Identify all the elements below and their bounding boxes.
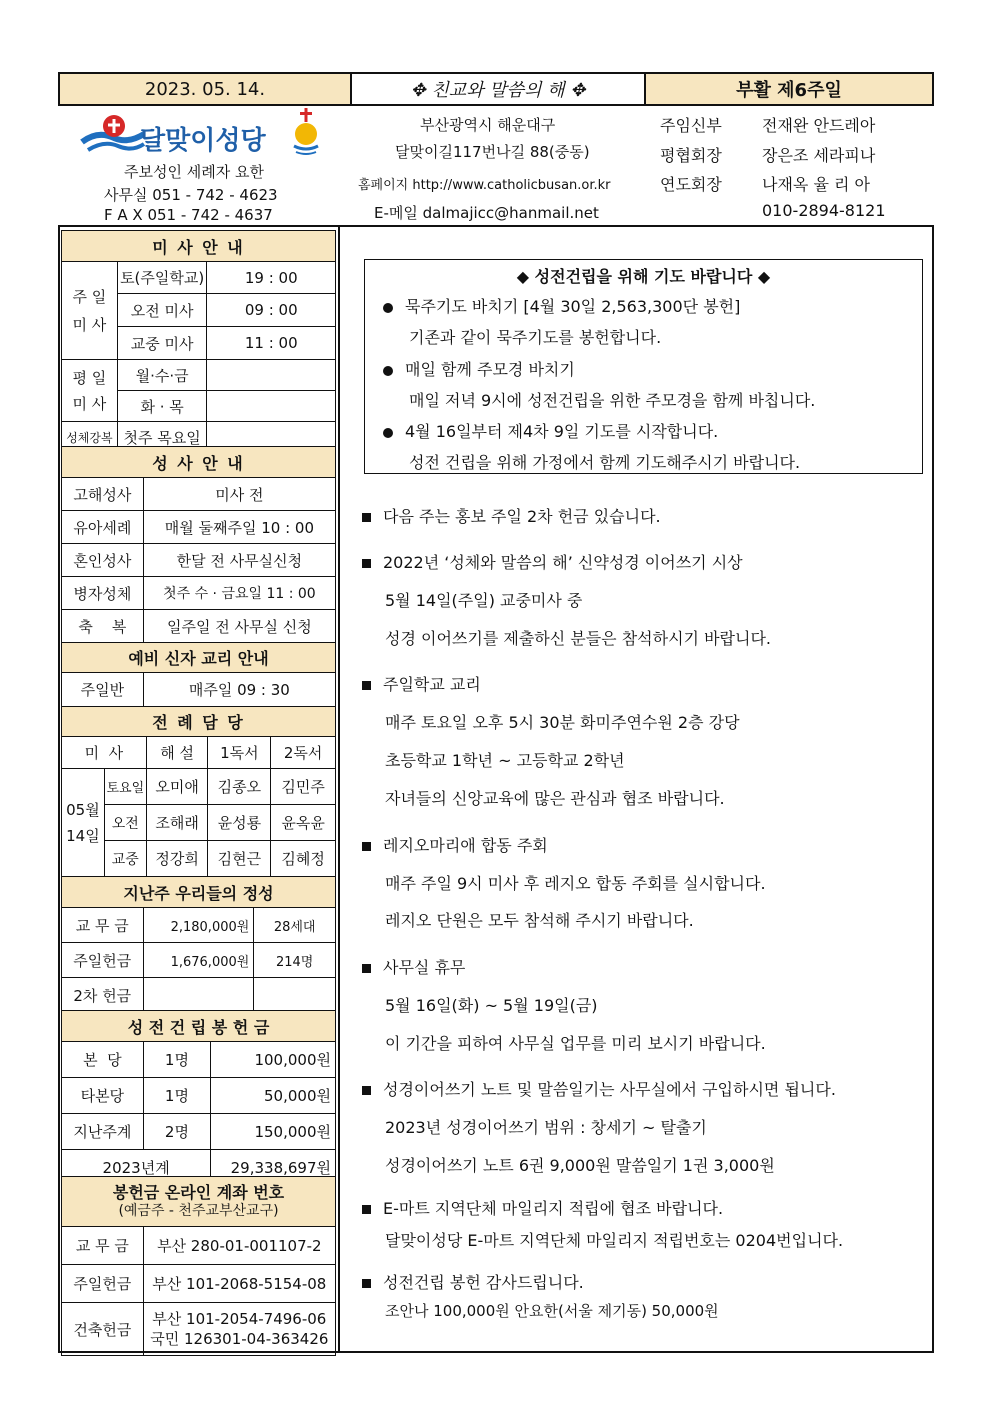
mass-schedule-table — [61, 230, 336, 453]
building-year-total: 29,338,697원 — [211, 1150, 336, 1186]
liturgy-reading1: 김종오 — [208, 769, 271, 805]
account-number: 국민 126301-04-363426 — [150, 1330, 329, 1348]
announcement-line: 자녀들의 신앙교육에 많은 관심과 협조 바랍니다. — [385, 789, 725, 808]
announcement-line: 5월 14일(주일) 교중미사 중 — [385, 591, 583, 610]
square-bullet-icon — [362, 1205, 371, 1214]
liturgy-table — [61, 706, 336, 877]
sunday-mass-name: 교중 미사 — [117, 327, 207, 360]
offering-key: 주일헌금 — [62, 943, 144, 978]
announcement-item — [362, 1077, 836, 1100]
announcement-line: 2023년 성경이어쓰기 범위 : 창세기 ~ 탈출기 — [385, 1118, 707, 1137]
offering-key: 2차 헌금 — [62, 978, 144, 1013]
prayer-item — [383, 419, 718, 442]
announcement-line: 5월 16일(화) ~ 5월 19일(금) — [385, 996, 598, 1015]
offering-title: 지난주 우리들의 정성 — [62, 877, 336, 908]
accounts-title — [62, 1177, 336, 1227]
prayer-item-detail: 매일 저녁 9시에 성전건립을 위한 주모경을 함께 바칩니다. — [409, 391, 816, 410]
offering-amount: 2,180,000원 — [143, 908, 254, 943]
sacrament-key: 유아세례 — [62, 511, 144, 544]
liturgy-reading2: 김민주 — [271, 769, 336, 805]
building-people: 1명 — [143, 1078, 211, 1114]
sunday-mass-time: 11 : 00 — [207, 327, 336, 360]
liturgy-header: 해 설 — [146, 737, 208, 769]
sacrament-key: 고해성사 — [62, 478, 144, 511]
building-title: 성 전 건 립 봉 헌 금 — [62, 1011, 336, 1042]
liturgy-header: 1독서 — [208, 737, 271, 769]
announcement-line: 조안나 100,000원 안요한(서울 제기동) 50,000원 — [385, 1302, 719, 1320]
accounts-subtitle: (예금주 - 천주교부산교구) — [118, 1202, 279, 1219]
sunday-mass-label: 주 일 미 사 — [62, 262, 118, 360]
catechumen-title: 예비 신자 교리 안내 — [62, 643, 336, 673]
weekday-mass-time — [207, 360, 336, 391]
staff-name-1: 전재완 안드레아 — [762, 116, 876, 135]
sacrament-key: 축 복 — [62, 610, 144, 643]
liturgy-reading2: 김혜정 — [271, 841, 336, 877]
moon-cross-icon — [286, 108, 326, 156]
square-bullet-icon — [362, 1279, 371, 1288]
bullet-icon — [383, 303, 393, 313]
building-key: 본 당 — [62, 1042, 144, 1078]
mass-title: 미 사 안 내 — [62, 231, 336, 262]
liturgy-reading1: 윤성룡 — [208, 805, 271, 841]
accounts-title-text: 봉헌금 온라인 계좌 번호 — [112, 1182, 285, 1202]
offering-count — [254, 978, 336, 1013]
prayer-item-detail: 기존과 같이 묵주기도를 봉헌합니다. — [409, 328, 662, 347]
announcement-head: E-마트 지역단체 마일리지 적립에 협조 바랍니다. — [383, 1199, 724, 1218]
liturgy-title: 전 례 담 당 — [62, 707, 336, 737]
prayer-item — [383, 357, 575, 380]
account-key: 건축헌금 — [62, 1303, 144, 1356]
address-line-2: 달맞이길117번나길 88(중동) — [395, 143, 590, 161]
announcement-line: 매주 토요일 오후 5시 30분 화미주연수원 2층 강당 — [385, 713, 740, 732]
staff-name-2: 장은조 세라피나 — [762, 146, 876, 165]
patron-saint: 주보성인 세례자 요한 — [124, 163, 264, 181]
building-key: 타본당 — [62, 1078, 144, 1114]
weekday-mass-name: 화 · 목 — [117, 391, 207, 422]
announcement-item — [362, 1270, 584, 1293]
announcement-item — [362, 550, 743, 573]
sunday-mass-time: 19 : 00 — [207, 262, 336, 294]
prayer-title: ◆ 성전건립을 위해 기도 바랍니다 ◆ — [516, 267, 771, 286]
announcement-line: 성경이어쓰기 노트 6권 9,000원 말씀일기 1권 3,000원 — [385, 1156, 775, 1175]
parish-logo — [78, 112, 328, 162]
sacrament-value: 첫주 수 · 금요일 11 : 00 — [143, 577, 335, 610]
homepage-link[interactable]: 홈페이지 http://www.catholicbusan.or.kr — [358, 178, 611, 193]
announcement-head: 사무실 휴무 — [383, 958, 466, 977]
staff-role-2: 평협회장 — [660, 146, 722, 165]
announcement-item — [362, 1196, 723, 1219]
staff-name-3: 나재옥 율 리 아 — [762, 175, 870, 194]
adoration-value: 첫주 목요일 — [117, 422, 207, 453]
account-key: 주일헌금 — [62, 1265, 144, 1303]
weekday-mass-time — [207, 391, 336, 422]
sacrament-title: 성 사 안 내 — [62, 447, 336, 478]
offering-count: 28세대 — [254, 908, 336, 943]
building-amount: 100,000원 — [211, 1042, 336, 1078]
sunday-mass-name: 토(주일학교) — [117, 262, 207, 294]
announcement-item — [362, 504, 661, 527]
sacrament-value: 한달 전 사무실신청 — [143, 544, 335, 577]
prayer-item-head: 매일 함께 주모경 바치기 — [405, 360, 575, 379]
email-link[interactable]: E-메일 dalmajicc@hanmail.net — [374, 204, 599, 222]
parish-name: 달맞이성당 — [140, 126, 266, 156]
liturgy-mass: 교중 — [104, 841, 146, 877]
staff-role-1: 주임신부 — [660, 116, 722, 135]
offering-table — [61, 876, 336, 1013]
sacrament-key: 혼인성사 — [62, 544, 144, 577]
address-line-1: 부산광역시 해운대구 — [420, 116, 556, 134]
liturgical-season: 부활 제6주일 — [644, 74, 932, 104]
staff-phone: 010-2894-8121 — [762, 201, 886, 220]
prayer-item-detail: 성전 건립을 위해 가정에서 함께 기도해주시기 바랍니다. — [409, 453, 801, 472]
sunday-mass-name: 오전 미사 — [117, 294, 207, 327]
square-bullet-icon — [362, 513, 371, 522]
building-amount: 150,000원 — [211, 1114, 336, 1150]
office-phone: 사무실 051 - 742 - 4623 — [104, 186, 278, 204]
offering-count: 214명 — [254, 943, 336, 978]
square-bullet-icon — [362, 1086, 371, 1095]
announcement-item — [362, 955, 465, 978]
bullet-icon — [383, 428, 393, 438]
announcement-item — [362, 833, 548, 856]
offering-key: 교 무 금 — [62, 908, 144, 943]
sacrament-table — [61, 446, 336, 643]
liturgy-date: 05월 14일 — [62, 769, 105, 877]
account-key: 교 무 금 — [62, 1227, 144, 1265]
prayer-item — [383, 294, 740, 317]
header-bar — [58, 72, 934, 106]
bullet-icon — [383, 366, 393, 376]
sacrament-value: 매월 둘째주일 10 : 00 — [143, 511, 335, 544]
square-bullet-icon — [362, 964, 371, 973]
sunday-mass-time: 09 : 00 — [207, 294, 336, 327]
building-people: 1명 — [143, 1042, 211, 1078]
square-bullet-icon — [362, 681, 371, 690]
liturgy-reading1: 김현근 — [208, 841, 271, 877]
wave-cross-icon — [78, 112, 148, 158]
announcement-head: 2022년 ‘성체와 말씀의 해’ 신약성경 이어쓰기 시상 — [383, 553, 743, 572]
announcement-line: 매주 주일 9시 미사 후 레지오 합동 주회를 실시합니다. — [385, 874, 766, 893]
liturgy-commentary: 조해래 — [146, 805, 208, 841]
account-number: 부산 280-01-001107-2 — [143, 1227, 335, 1265]
liturgy-mass: 오전 — [104, 805, 146, 841]
announcement-line: 이 기간을 피하여 사무실 업무를 미리 보시기 바랍니다. — [385, 1034, 766, 1053]
sacrament-key: 병자성체 — [62, 577, 144, 610]
catechumen-key: 주일반 — [62, 673, 144, 707]
liturgy-header: 2독서 — [271, 737, 336, 769]
announcement-head: 레지오마리애 합동 주회 — [383, 836, 548, 855]
weekday-mass-name: 월·수·금 — [117, 360, 207, 391]
staff-role-3: 연도회장 — [660, 175, 722, 194]
announcement-head: 성경이어쓰기 노트 및 말씀일기는 사무실에서 구입하시면 됩니다. — [383, 1080, 836, 1099]
announcement-line: 초등학교 1학년 ~ 고등학교 2학년 — [385, 751, 625, 770]
prayer-item-head: 묵주기도 바치기 [4월 30일 2,563,300단 봉헌] — [405, 297, 741, 316]
adoration-label: 성체강복 — [62, 422, 118, 453]
building-people: 2명 — [143, 1114, 211, 1150]
offering-amount — [143, 978, 254, 1013]
square-bullet-icon — [362, 559, 371, 568]
building-fund-table — [61, 1010, 336, 1186]
sacrament-value: 일주일 전 사무실 신청 — [143, 610, 335, 643]
announcement-line: 성경 이어쓰기를 제출하신 분들은 참석하시기 바랍니다. — [385, 629, 772, 648]
fax-number: F A X 051 - 742 - 4637 — [104, 206, 273, 224]
building-key: 지난주계 — [62, 1114, 144, 1150]
account-table — [61, 1176, 336, 1356]
year-motto: ✥ 친교와 말씀의 해 ✥ — [352, 74, 644, 104]
column-divider — [338, 225, 340, 1353]
announcement-head: 주일학교 교리 — [383, 675, 481, 694]
liturgy-mass: 토요일 — [104, 769, 146, 805]
account-number: 부산 101-2068-5154-08 — [143, 1265, 335, 1303]
liturgy-commentary: 오미애 — [146, 769, 208, 805]
announcement-line: 레지오 단원은 모두 참석해 주시기 바랍니다. — [385, 911, 694, 930]
liturgy-commentary: 정강희 — [146, 841, 208, 877]
announcement-item — [362, 672, 481, 695]
square-bullet-icon — [362, 842, 371, 851]
building-year-label: 2023년계 — [62, 1150, 211, 1186]
account-number: 부산 101-2054-7496-06 — [152, 1310, 327, 1328]
announcement-head: 다음 주는 홍보 주일 2차 헌금 있습니다. — [383, 507, 661, 526]
liturgy-header: 미 사 — [62, 737, 147, 769]
building-amount: 50,000원 — [211, 1078, 336, 1114]
building-accounts — [143, 1303, 335, 1356]
catechumen-value: 매주일 09 : 30 — [143, 673, 335, 707]
prayer-item-head: 4월 16일부터 제4차 9일 기도를 시작합니다. — [405, 422, 719, 441]
catechumen-table — [61, 642, 336, 707]
liturgy-reading2: 윤옥윤 — [271, 805, 336, 841]
bulletin-date: 2023. 05. 14. — [60, 74, 352, 104]
sacrament-value: 미사 전 — [143, 478, 335, 511]
announcement-head: 성전건립 봉헌 감사드립니다. — [383, 1273, 584, 1292]
announcement-line: 달맞이성당 E-마트 지역단체 마일리지 적립번호는 0204번입니다. — [385, 1231, 844, 1250]
offering-amount: 1,676,000원 — [143, 943, 254, 978]
weekday-mass-label: 평 일 미 사 — [62, 360, 118, 422]
prayer-box — [364, 259, 923, 474]
